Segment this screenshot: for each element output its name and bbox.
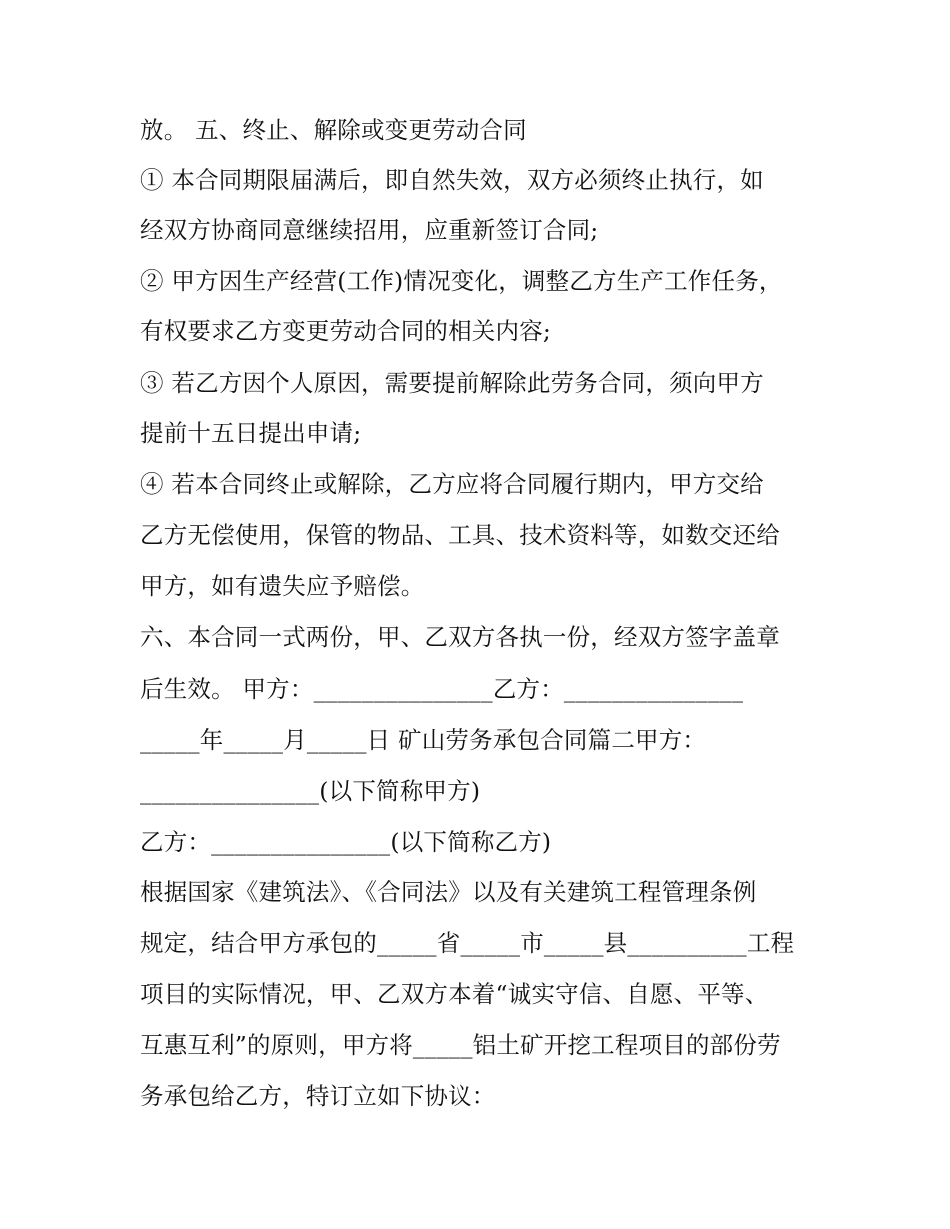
text-line-clause-4-cont-1: 乙方无偿使用，保管的物品、工具、技术资料等，如数交还给 [140, 521, 780, 549]
text-line-basis: 根据国家《建筑法》、《合同法》以及有关建筑工程管理条例 [140, 878, 757, 906]
text-line-basis-cont-1: 规定，结合甲方承包的_____省_____市_____县__________工程 [140, 929, 795, 957]
text-line-clause-3: ③ 若乙方因个人原因，需要提前解除此劳务合同，须向甲方 [140, 369, 764, 397]
text-line-basis-cont-4: 务承包给乙方，特订立如下协议： [140, 1082, 496, 1110]
text-line-basis-cont-2: 项目的实际情况，甲、乙双方本着“诚实守信、自愿、平等、 [140, 980, 769, 1008]
text-line-clause-1-cont: 经双方协商同意继续招用，应重新签订合同; [140, 216, 599, 244]
text-line-date-and-title: _____年_____月_____日 矿山劳务承包合同篇二甲方： [140, 726, 707, 754]
text-line-section-five-heading: 放。 五、终止、解除或变更劳动合同 [140, 116, 527, 144]
text-line-section-six: 六、本合同一式两份，甲、乙双方各执一份，经双方签字盖章 [140, 623, 780, 651]
text-line-clause-2: ② 甲方因生产经营(工作)情况变化，调整乙方生产工作任务， [140, 267, 783, 295]
text-line-clause-4-cont-2: 甲方，如有遗失应予赔偿。 [140, 572, 425, 600]
text-line-basis-cont-3: 互惠互利”的原则，甲方将_____铝土矿开挖工程项目的部份劳 [140, 1031, 781, 1059]
text-line-party-b: 乙方：_______________(以下简称乙方) [140, 828, 552, 856]
text-line-clause-4: ④ 若本合同终止或解除，乙方应将合同履行期内，甲方交给 [140, 470, 764, 498]
text-line-signatures: 后生效。 甲方：_______________乙方：_______________ [140, 675, 744, 703]
text-line-clause-3-cont: 提前十五日提出申请; [140, 419, 362, 447]
text-line-party-a: _______________(以下简称甲方) [140, 777, 481, 805]
text-line-clause-1: ① 本合同期限届满后，即自然失效，双方必须终止执行，如 [140, 166, 764, 194]
text-line-clause-2-cont: 有权要求乙方变更劳动合同的相关内容; [140, 317, 552, 345]
